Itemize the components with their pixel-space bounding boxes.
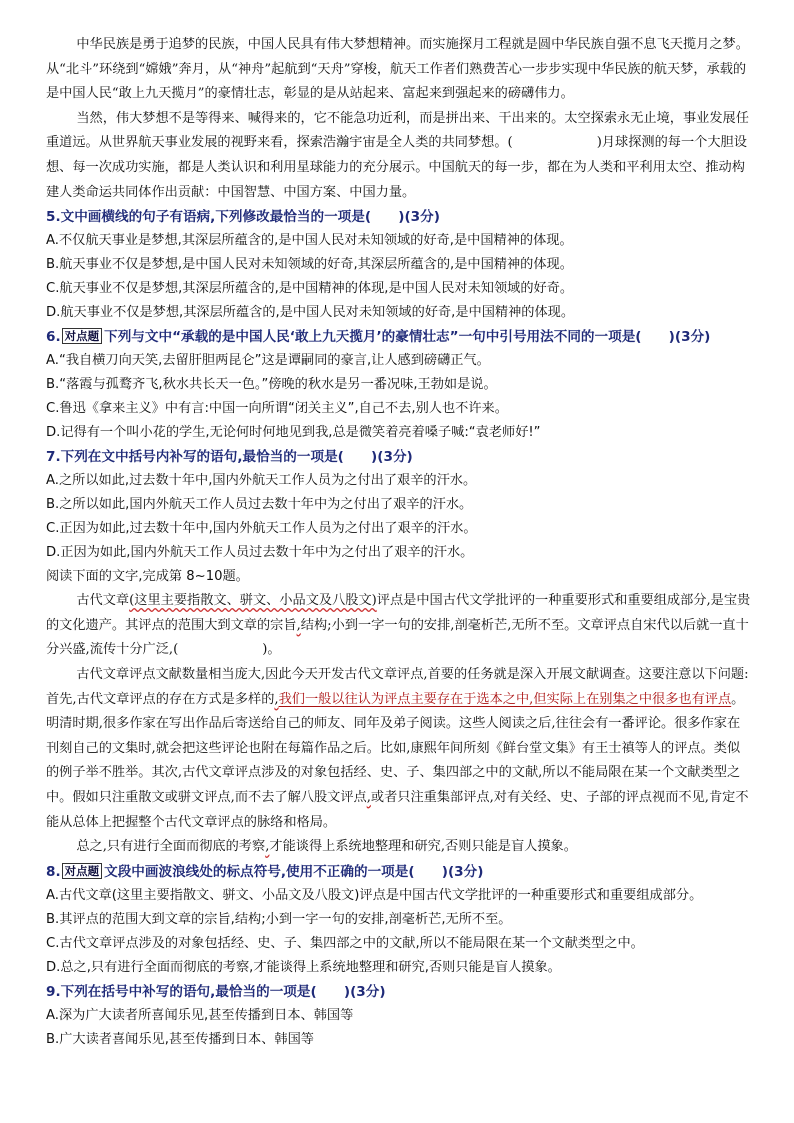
passage1-para2-after: )月球探测的每一个大胆设想、每一次成功实施，都是人类认识和利用星球能力的充分展示。中国航天的每一步，都在为人类和平利用太空、推动构建人类命运共同体作出贡献：中国智慧、中国方案、中国力量。 [46, 135, 747, 200]
question-9-title: 9.下列在括号中补写的语句,最恰当的一项是( )(3分) [46, 983, 386, 1000]
question-7-option-d[interactable]: D.正因为如此,国内外航天工作人员过去数十年中为之付出了艰辛的汗水。 [46, 545, 474, 561]
question-6-option-c[interactable]: C.鲁迅《拿来主义》中有言:中国一向所谓“闭关主义”,自己不去,别人也不许来。 [46, 401, 508, 417]
question-8-text: 文段中画波浪线处的标点符号,使用不正确的一项是( )(3分) [104, 863, 484, 880]
underlined-sentence: 我们一般以往认为评点主要存在于选本之中,但实际上在别集之中很多也有评点 [278, 691, 732, 707]
question-9-option-b[interactable]: B.广大读者喜闻乐见,甚至传播到日本、韩国等 [46, 1031, 314, 1047]
passage2-para2 [46, 663, 752, 835]
wavy-mark-d: , [366, 789, 371, 805]
question-7-option-b[interactable]: B.之所以如此,国内外航天工作人员过去数十年中为之付出了艰辛的汗水。 [46, 497, 473, 513]
question-6-option-d[interactable]: D.记得有一个叫小花的学生,无论何时何地见到我,总是微笑着亮着嗓子喊:“袁老师好!” [46, 425, 541, 441]
question-8-option-a[interactable]: A.古代文章(这里主要指散文、骈文、小品文及八股文)评点是中国古代文学批评的一种重要形式和重要组成部分。 [46, 887, 703, 903]
question-8-option-d[interactable]: D.总之,只有进行全面而彻底的考察,才能谈得上系统地整理和研究,否则只能是盲人摸象。 [46, 959, 561, 975]
question-9-option-a[interactable]: A.深为广大读者所喜闻乐见,甚至传播到日本、韩国等 [46, 1007, 354, 1023]
question-8-option-b[interactable]: B.其评点的范围大到文章的宗旨,结构;小到一字一句的安排,剖毫析芒,无所不至。 [46, 911, 512, 927]
document-page [46, 33, 752, 1052]
question-6-text: 下列与文中“承载的是中国人民‘敢上九天揽月’的豪情壮志”一句中引号用法不同的一项是( )(3分) [104, 329, 711, 346]
wavy-mark-b: , [296, 617, 301, 633]
p1-e: 结构;小到一字一句的安排,剖毫析芒,无所不至。文章评点自宋代以后就一直十分兴盛,流传十分广泛,( [46, 617, 749, 658]
p3-c: 才能谈得上系统地整理和研究,否则只能是盲人摸象。 [269, 839, 577, 855]
question-5-option-c[interactable]: C.航天事业不仅是梦想,其深层所蕴含的,是中国精神的体现,是中国人民对未知领域的好奇。 [46, 281, 574, 297]
question-5-option-d[interactable]: D.航天事业不仅是梦想,其深层所蕴含的,是中国人民对未知领域的好奇,是中国精神的体现。 [46, 305, 575, 321]
question-8-title [46, 860, 752, 884]
question-6-number: 6. [46, 329, 61, 346]
question-6-title [46, 325, 752, 349]
p1-c: 评点是中国古代文学批评的一种重要形式和重要组成部分,是宝贵的文化遗产。其评点的范围大到文章的宗旨 [46, 593, 751, 633]
question-8-tag: 对点题 [62, 863, 103, 879]
question-8-number: 8. [46, 863, 61, 880]
passage1-para1: 中华民族是勇于追梦的民族，中国人民具有伟大梦想精神。而实施探月工程就是圆中华民族自强不息飞天揽月之梦。从“北斗”环绕到“嫦娥”奔月，从“神舟”起航到“天舟”穿梭，航天工作者们熟费苦心一步步实现中华民族的航天梦，承载的是中国人民“敢上九天揽月”的豪情壮志，彰显的是从站起来、富起来到强起来的磅礴伟力。 [46, 37, 749, 102]
question-6-option-a[interactable]: A.“我自横刀向天笑,去留肝胆两昆仑”这是谭嗣同的豪言,让人感到磅礴正气。 [46, 353, 490, 369]
question-7-title: 7.下列在文中括号内补写的语句,最恰当的一项是( )(3分) [46, 449, 413, 466]
wavy-mark-e: , [265, 839, 270, 855]
reading-instruction: 阅读下面的文字,完成第 8~10题。 [46, 569, 249, 585]
question-5-option-a[interactable]: A.不仅航天事业是梦想,其深层所蕴含的,是中国人民对未知领域的好奇,是中国精神的体现。 [46, 233, 573, 249]
question-5-option-b[interactable]: B.航天事业不仅是梦想,是中国人民对未知领域的好奇,其深层所蕴含的,是中国精神的体现。 [46, 257, 573, 273]
passage1-para2 [46, 107, 752, 205]
question-7-option-c[interactable]: C.正因为如此,过去数十年中,国内外航天工作人员为之付出了艰辛的汗水。 [46, 521, 477, 537]
p1-a: 古代文章 [76, 593, 130, 609]
passage2-para1 [46, 589, 752, 663]
question-8-option-c[interactable]: C.古代文章评点涉及的对象包括经、史、子、集四部之中的文献,所以不能局限在某一个文献类型之中。 [46, 935, 644, 951]
question-7-option-a[interactable]: A.之所以如此,过去数十年中,国内外航天工作人员为之付出了艰辛的汗水。 [46, 473, 477, 489]
p2-a: 古代文章评点文献数量相当庞大,因此今天开发古代文章评点,首要的任务就是深入开展文献调查。这要注意以下问题:首先,古代文章评点的存在方式是多样的 [46, 666, 749, 707]
p3-a: 总之,只有进行全面而彻底的考察 [76, 839, 266, 855]
p2-f: 或者只注重集部评点,对有关经、史、子部的评点视而不见,肯定不能从总体上把握整个古代文章评点的脉络和格局。 [46, 789, 749, 830]
passage1-para2-before: 当然，伟大梦想不是等得来、喊得来的，它不能急功近利，而是拼出来、干出来的。太空探索永无止境，事业发展任重道远。从世界航天事业发展的视野来看，探索浩瀚宇宙是全人类的共同梦想。( [46, 110, 749, 151]
wavy-mark-a: (这里主要指散文、骈文、小品文及八股文) [129, 593, 377, 609]
p1-f: )。 [262, 642, 281, 658]
wavy-mark-c: , [274, 691, 279, 707]
passage2-para3 [46, 835, 752, 860]
p2-d: 。明清时期,很多作家在写出作品后寄送给自己的师友、同年及弟子阅读。这些人阅读之后,往往会有一番评论。很多作家在刊刻自己的文集时,就会把这些评论也附在每篇作品之后。比如,康熙年间所刻《鲜台堂文集》有王士禛等人的评点。类似的例子举不胜举。其次,古代文章评点涉及的对象包括经、史、子、集四部之中的文献,所以不能局限在某一个文献类型之中。假如只注重散文或骈文评点,而不去了解八股文评点 [46, 691, 745, 805]
question-6-option-b[interactable]: B.“落霞与孤鹜齐飞,秋水共长天一色。”傍晚的秋水是另一番况味,王勃如是说。 [46, 377, 497, 393]
question-6-tag: 对点题 [62, 328, 103, 344]
question-5-title: 5.文中画横线的句子有语病,下列修改最恰当的一项是( )(3分) [46, 209, 440, 226]
